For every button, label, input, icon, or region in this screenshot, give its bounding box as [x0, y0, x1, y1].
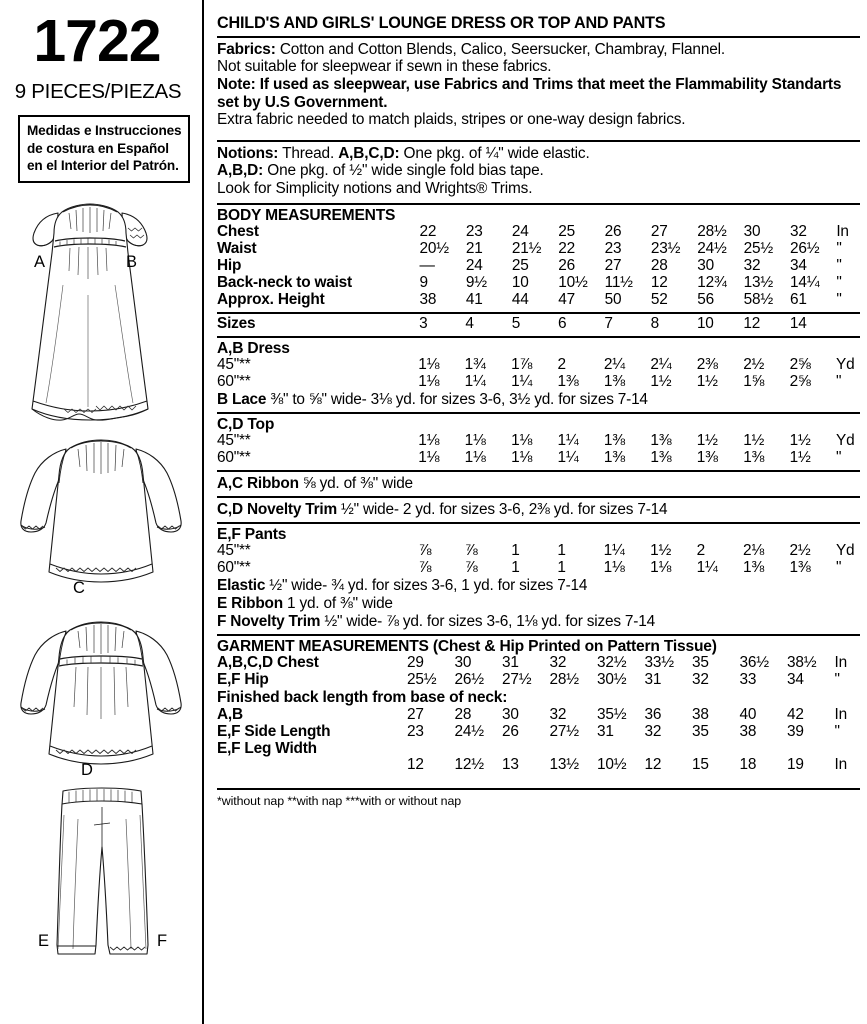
notions-views-abcd: A,B,C,D:: [338, 144, 400, 162]
cell: 2: [557, 356, 566, 374]
unit-cell: In: [834, 654, 847, 672]
notions-thread: Thread.: [282, 144, 339, 162]
cell: 1⅜: [789, 559, 811, 577]
cell: 2¼: [603, 356, 625, 374]
cell: 30: [502, 705, 519, 723]
divider: [217, 36, 860, 38]
cell: 38: [692, 705, 709, 723]
pattern-number: 1722: [33, 8, 161, 74]
cell: 1⅞: [511, 356, 533, 374]
divider: [217, 312, 860, 314]
table-row: [217, 275, 860, 292]
unit-cell: ": [836, 256, 842, 274]
b-lace-note: [217, 391, 860, 409]
divider: [217, 496, 860, 498]
cell: 22: [558, 240, 575, 258]
cell: 25: [511, 256, 529, 274]
cd-novelty-text: ½" wide- 2 yd. for sizes 3-6, 2⅜ yd. for sizes 7-14: [336, 501, 668, 519]
notions-line1: [217, 145, 860, 163]
cell: 39: [787, 722, 804, 740]
cell: 30: [697, 256, 715, 274]
notions-views-abd: A,B,D:: [217, 162, 264, 180]
divider: [217, 203, 860, 205]
cell: 15: [692, 756, 709, 774]
body-measurements-table: [217, 224, 860, 309]
f-novelty-trim-note: [217, 613, 860, 631]
cell: 13: [502, 756, 519, 774]
cell: 1½: [650, 373, 672, 391]
cell: 32: [549, 705, 567, 723]
table-row: [217, 560, 860, 577]
cell: 4: [465, 314, 474, 332]
ab-dress-heading: A,B Dress: [217, 339, 290, 357]
cell: 1¼: [464, 373, 486, 391]
elastic-text: ½" wide- ¾ yd. for sizes 3-6, 1 yd. for sizes 7-14: [265, 577, 588, 595]
unit-cell: ": [834, 722, 840, 740]
pieces-count: 9 PIECES/PIEZAS: [14, 80, 182, 103]
cell: 10: [511, 273, 529, 291]
cell: 41: [465, 290, 483, 308]
row-label: [217, 757, 407, 774]
notions-line2: [217, 162, 860, 180]
fabrics-note-text: If used as sleepwear, use Fabrics and Trims that meet the Flammability Standarts set by U.S Government.: [217, 75, 842, 111]
cell: 1¼: [557, 432, 579, 450]
cell: 1⅛: [418, 373, 440, 391]
cd-novelty-label: C,D Novelty Trim: [217, 501, 337, 519]
cell: 23: [604, 240, 622, 258]
ac-ribbon-text: ⅝ yd. of ⅜" wide: [298, 475, 413, 493]
cell: 1⅜: [603, 373, 625, 391]
cell: 30: [743, 223, 761, 241]
cell: —: [419, 256, 435, 274]
cell: 30½: [597, 671, 627, 689]
cell: 1½: [696, 432, 718, 450]
cell: ⅞: [418, 542, 432, 560]
cell: 1⅛: [650, 559, 672, 577]
cell: 35½: [597, 705, 627, 723]
table-row: [217, 433, 860, 450]
cell: 40: [739, 705, 757, 723]
cell: 31: [597, 722, 614, 740]
unit-cell: ": [836, 373, 842, 391]
cell: 32: [790, 223, 807, 241]
cell: 24: [465, 256, 483, 274]
cell: 36½: [739, 654, 769, 672]
cell: 27: [407, 705, 424, 723]
unit-cell: Yd: [836, 356, 855, 374]
garment-measurements-table: [217, 655, 860, 689]
row-label: 45"**: [217, 356, 251, 374]
cell: 31: [644, 671, 662, 689]
cell: 2⅝: [789, 373, 811, 391]
cell: 9½: [465, 273, 487, 291]
cell: 6: [558, 314, 567, 332]
b-lace-label: B Lace: [217, 391, 267, 409]
cell: 1½: [743, 432, 765, 450]
row-label: Waist: [217, 240, 257, 258]
cell: 25½: [743, 240, 773, 258]
cell: 61: [790, 290, 807, 308]
cell: 25: [558, 223, 575, 241]
cell: 13½: [743, 273, 773, 291]
table-row: [217, 357, 860, 374]
cell: 2⅛: [743, 542, 765, 560]
cell: ⅞: [418, 559, 432, 577]
e-ribbon-note: [217, 595, 860, 613]
cell: 1: [557, 542, 566, 560]
fabrics-block: [217, 41, 860, 129]
cell: 24: [511, 223, 529, 241]
nap-footnote: *without nap **with nap ***with or without nap: [217, 794, 462, 809]
cell: 1⅛: [511, 432, 533, 450]
cell: 2: [696, 542, 705, 560]
cell: 1¼: [557, 449, 579, 467]
cell: 28: [454, 705, 472, 723]
cell: 26: [604, 223, 622, 241]
cell: 2½: [789, 542, 811, 560]
cell: 24½: [697, 240, 727, 258]
cell: 33½: [644, 654, 674, 672]
cell: 1¼: [511, 373, 533, 391]
fabrics-note-label: Note:: [217, 75, 256, 93]
sizes-table: [217, 316, 860, 333]
row-label: Approx. Height: [217, 290, 325, 308]
fabrics-note: [217, 76, 860, 111]
cell: 25½: [407, 671, 437, 689]
cell: 32: [692, 671, 709, 689]
cell: 1⅛: [418, 356, 440, 374]
cell: 26½: [790, 240, 820, 258]
ac-ribbon-label: A,C Ribbon: [217, 475, 299, 493]
e-ribbon-label: E Ribbon: [217, 595, 283, 613]
cell: 1⅜: [603, 432, 625, 450]
view-label-f: F: [157, 931, 168, 950]
row-label: Back-neck to waist: [217, 273, 352, 291]
elastic-label: Elastic: [217, 577, 266, 595]
cell: 12¾: [697, 273, 727, 291]
illustration-top-d: [0, 615, 202, 783]
divider: [217, 788, 860, 790]
cell: 1½: [789, 432, 811, 450]
cell: 3: [419, 314, 428, 332]
cell: 1⅜: [743, 449, 765, 467]
cell: 10½: [558, 273, 588, 291]
row-label: 60"**: [217, 559, 251, 577]
row-label: Hip: [217, 256, 242, 274]
cell: 27½: [549, 722, 579, 740]
fabrics-list: Cotton and Cotton Blends, Calico, Seersucker, Chambray, Flannel.: [279, 40, 726, 58]
view-label-c: C: [73, 578, 85, 597]
cell: 1⅛: [418, 449, 440, 467]
left-illustration-column: [0, 0, 202, 1024]
cell: 35: [692, 654, 709, 672]
table-row: [217, 241, 860, 258]
cell: 23: [465, 223, 483, 241]
cell: 12: [650, 273, 668, 291]
row-label: Chest: [217, 223, 259, 241]
cell: 1⅛: [464, 432, 486, 450]
cell: 12: [644, 756, 662, 774]
notions-block: [217, 145, 860, 198]
cell: 2¼: [650, 356, 672, 374]
right-info-column: [202, 0, 867, 1024]
row-label: A,B: [217, 705, 243, 723]
f-novelty-label: F Novelty Trim: [217, 612, 321, 630]
cell: 1¼: [696, 559, 718, 577]
cell: 1: [511, 559, 520, 577]
cell: 28½: [697, 223, 727, 241]
cell: 35: [692, 722, 709, 740]
cell: 2⅜: [696, 356, 718, 374]
row-label: 45"**: [217, 542, 251, 560]
notions-bias-tape: One pkg. of ½" wide single fold bias tape.: [263, 162, 544, 180]
cell: 47: [558, 290, 575, 308]
divider: [217, 336, 860, 338]
cell: ⅞: [464, 559, 478, 577]
unit-cell: ": [836, 290, 842, 308]
leg-width-label: E,F Leg Width: [217, 739, 317, 757]
unit-cell: ": [836, 273, 842, 291]
cell: 36: [644, 705, 662, 723]
divider: [217, 140, 860, 142]
fabrics-line4: Extra fabric needed to match plaids, stripes or one-way design fabrics.: [217, 111, 686, 129]
cell: 1⅛: [464, 449, 486, 467]
notions-line3: Look for Simplicity notions and Wrights® Trims.: [217, 180, 533, 197]
ef-pants-heading: E,F Pants: [217, 525, 287, 543]
cell: 12½: [454, 756, 484, 774]
view-label-e: E: [38, 931, 50, 950]
cell: 11½: [604, 273, 633, 291]
f-novelty-text: ½" wide- ⅞ yd. for sizes 3-6, 1⅛ yd. for sizes 7-14: [320, 612, 655, 630]
cell: 26: [502, 722, 519, 740]
cell: 1: [557, 559, 566, 577]
cell: 1: [511, 542, 520, 560]
view-label-d: D: [81, 760, 93, 779]
cell: 29: [407, 654, 424, 672]
unit-cell: In: [834, 756, 847, 774]
ab-dress-table: [217, 357, 860, 391]
cell: 42: [787, 705, 804, 723]
illustration-top-c: [0, 433, 202, 601]
table-row: [217, 224, 860, 241]
illustration-dress-ab: [0, 195, 202, 427]
cell: 7: [604, 314, 613, 332]
row-label: E,F Side Length: [217, 722, 331, 740]
table-row: [217, 543, 860, 560]
cell: 30: [454, 654, 472, 672]
table-row: [217, 292, 860, 309]
cell: 1¼: [603, 542, 625, 560]
cell: 14¼: [790, 273, 820, 291]
cell: 20½: [419, 240, 449, 258]
fabrics-line1: [217, 41, 860, 59]
notions-elastic: One pkg. of ¼" wide elastic.: [399, 144, 590, 162]
table-row: [217, 741, 860, 758]
cell: 27: [604, 256, 622, 274]
cell: 1½: [789, 449, 811, 467]
table-row: [217, 450, 860, 467]
cell: 1⅜: [696, 449, 718, 467]
cell: 10: [696, 314, 714, 332]
cell: 32: [644, 722, 662, 740]
cell: 10½: [597, 756, 627, 774]
table-row: [217, 707, 860, 724]
cell: 27½: [502, 671, 532, 689]
cell: 38: [419, 290, 437, 308]
cell: 21: [465, 240, 483, 258]
cell: 12: [743, 314, 761, 332]
divider: [217, 412, 860, 414]
unit-cell: ": [836, 240, 842, 258]
cell: 31: [502, 654, 519, 672]
cell: 34: [787, 671, 804, 689]
cell: 38: [739, 722, 757, 740]
cd-top-table: [217, 433, 860, 467]
cell: 1½: [696, 373, 718, 391]
elastic-note: [217, 577, 860, 595]
unit-cell: ": [836, 449, 842, 467]
cell: 1½: [650, 542, 672, 560]
cell: 14: [789, 314, 807, 332]
table-row: [217, 655, 860, 672]
fabrics-line2: Not suitable for sleepwear if sewn in these fabrics.: [217, 58, 552, 76]
cell: 19: [787, 756, 804, 774]
cell: 26: [558, 256, 575, 274]
table-row: [217, 757, 860, 774]
table-row: [217, 374, 860, 391]
cell: 1⅛: [418, 432, 440, 450]
cell: 9: [419, 273, 428, 291]
cell: 8: [650, 314, 659, 332]
cell: 22: [419, 223, 437, 241]
table-row: [217, 316, 860, 333]
b-lace-text: ⅜" to ⅝" wide- 3⅛ yd. for sizes 3-6, 3½ yd. for sizes 7-14: [266, 391, 648, 409]
table-row: [217, 724, 860, 741]
table-row: [217, 258, 860, 275]
cell: 26½: [454, 671, 484, 689]
cell: 23½: [650, 240, 681, 258]
fabrics-label: Fabrics:: [217, 40, 276, 58]
cell: 5: [511, 314, 521, 332]
row-label: 60"**: [217, 449, 251, 467]
view-label-b: B: [126, 252, 138, 271]
cell: 56: [697, 290, 715, 308]
cell: 13½: [549, 756, 579, 774]
cell: 44: [511, 290, 529, 308]
cd-novelty-trim-note: [217, 501, 860, 519]
sizes-label: Sizes: [217, 314, 256, 332]
page-title: CHILD'S AND GIRLS' LOUNGE DRESS OR TOP AND PANTS: [217, 14, 666, 32]
cell: 1¾: [464, 356, 486, 374]
cell: 32: [549, 654, 567, 672]
garment-measurements-heading: GARMENT MEASUREMENTS (Chest & Hip Printed on Pattern Tissue): [217, 637, 717, 655]
row-label: E,F Hip: [217, 671, 269, 689]
cell: 32: [743, 256, 761, 274]
spanish-instructions-box: Medidas e Instrucciones de costura en Español en el Interior del Patrón.: [18, 115, 190, 183]
notions-label: Notions:: [217, 144, 279, 162]
cell: 28½: [549, 671, 579, 689]
finished-back-length-subheading: Finished back length from base of neck:: [217, 689, 508, 707]
cell: 1⅝: [743, 373, 765, 391]
cell: 12: [407, 756, 424, 774]
divider: [217, 634, 860, 636]
cell: 2½: [743, 356, 765, 374]
unit-cell: ": [835, 559, 842, 577]
unit-cell: In: [836, 223, 849, 241]
finished-length-table: [217, 707, 860, 775]
cell: 18: [739, 756, 757, 774]
cell: 1⅜: [743, 559, 765, 577]
cell: 33: [739, 671, 757, 689]
cell: 1⅜: [603, 449, 625, 467]
cell: 1⅜: [557, 373, 579, 391]
cell: 28: [650, 256, 668, 274]
cell: 58½: [743, 290, 773, 308]
cell: 50: [604, 290, 622, 308]
row-label: 60"**: [217, 373, 251, 391]
cell: 1⅜: [650, 432, 672, 450]
divider: [217, 522, 860, 524]
cd-top-heading: C,D Top: [217, 415, 275, 433]
ac-ribbon-note: [217, 475, 860, 493]
cell: 1⅛: [603, 559, 625, 577]
cell: 2⅝: [789, 356, 811, 374]
cell: 27: [650, 223, 668, 241]
cell: 21½: [511, 240, 542, 258]
cell: ⅞: [464, 542, 478, 560]
illustration-pants-ef: [0, 785, 202, 970]
unit-cell: Yd: [835, 542, 855, 560]
cell: 34: [790, 256, 807, 274]
row-label: 45"**: [217, 432, 251, 450]
e-ribbon-text: 1 yd. of ⅜" wide: [282, 595, 393, 613]
divider: [217, 470, 860, 472]
unit-cell: ": [834, 671, 840, 689]
unit-cell: Yd: [836, 432, 855, 450]
cell: 52: [650, 290, 668, 308]
table-row: [217, 672, 860, 689]
cell: 32½: [597, 654, 627, 672]
ef-pants-table: [217, 543, 860, 577]
cell: 24½: [454, 722, 484, 740]
cell: 1⅜: [650, 449, 672, 467]
view-label-a: A: [34, 252, 46, 271]
row-label: A,B,C,D Chest: [217, 654, 319, 672]
body-measurements-heading: BODY MEASUREMENTS: [217, 206, 396, 224]
unit-cell: In: [834, 705, 847, 723]
cell: 23: [407, 722, 424, 740]
cell: 38½: [787, 654, 817, 672]
cell: 1⅛: [511, 449, 533, 467]
